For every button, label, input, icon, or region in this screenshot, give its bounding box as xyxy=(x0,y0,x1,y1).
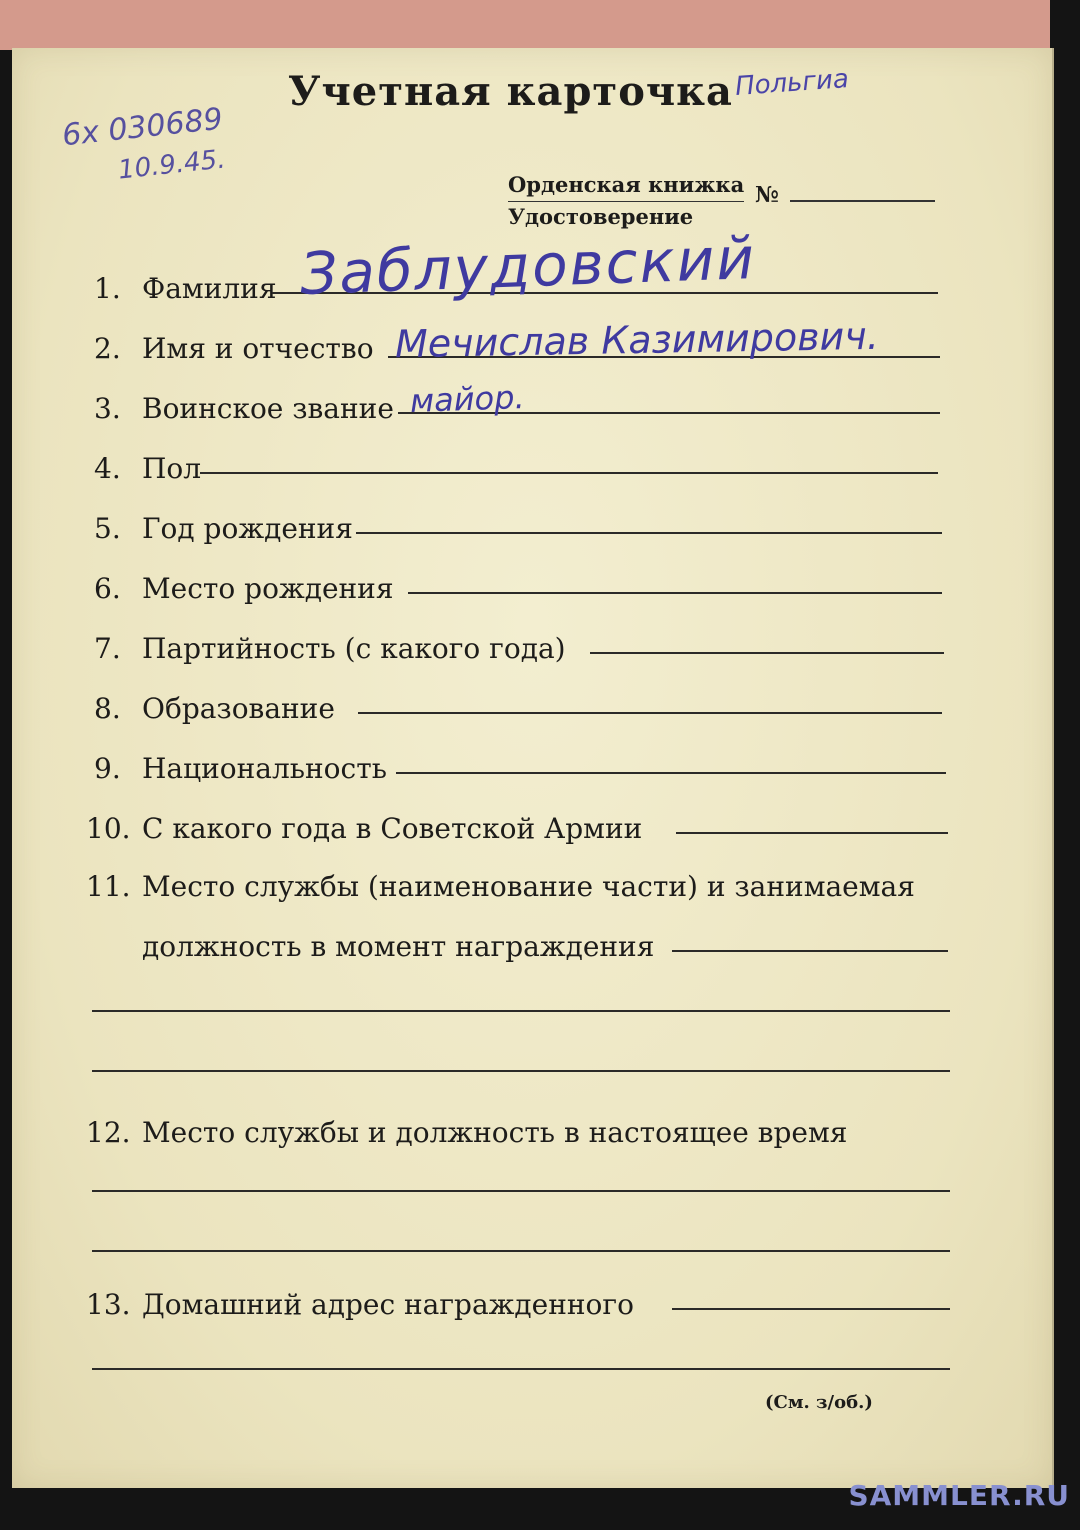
fill-line xyxy=(408,592,942,594)
field-row-party xyxy=(94,632,566,668)
field-row-surname xyxy=(94,272,277,308)
field-label: Место рождения xyxy=(142,572,394,605)
fill-line xyxy=(672,950,948,952)
handwritten-surname: Заблудовский xyxy=(298,224,758,308)
certificate-label: Удостоверение xyxy=(508,204,694,229)
order-book-label: Орденская книжка xyxy=(508,170,744,202)
field-row-nationality xyxy=(94,752,387,788)
field-label: Образование xyxy=(142,692,335,725)
fill-line xyxy=(356,532,942,534)
handwritten-title-note: Польгиа xyxy=(734,64,850,102)
field-label: должность в момент награждения xyxy=(142,930,655,963)
field-number: 4. xyxy=(94,452,121,485)
field-row-home-address xyxy=(86,1288,634,1324)
fill-line xyxy=(200,472,938,474)
field-number: 10. xyxy=(86,812,131,845)
fill-line xyxy=(676,832,948,834)
field-label: Место службы и должность в настоящее время xyxy=(142,1116,848,1149)
fill-line xyxy=(92,1070,950,1072)
field-number: 9. xyxy=(94,752,121,785)
fill-line xyxy=(92,1190,950,1192)
field-row-service-position xyxy=(142,930,654,966)
fill-line xyxy=(92,1250,950,1252)
field-row-service-place xyxy=(86,870,915,906)
field-row-name xyxy=(94,332,374,368)
field-number: 5. xyxy=(94,512,121,545)
top-color-strip xyxy=(0,0,1050,50)
field-label: Партийность (с какого года) xyxy=(142,632,566,665)
number-line xyxy=(790,200,935,202)
number-sign: № xyxy=(755,182,779,208)
card-title: Учетная карточка xyxy=(288,68,733,115)
handwritten-reference-number: 6х 030689 xyxy=(60,101,225,154)
field-row-army-year xyxy=(86,812,642,848)
fill-line xyxy=(396,772,946,774)
field-row-current-service xyxy=(86,1116,847,1152)
field-label: Имя и отчество xyxy=(142,332,374,365)
field-row-sex xyxy=(94,452,201,488)
handwritten-date: 10.9.45. xyxy=(116,144,227,186)
field-label: Домашний адрес награжденного xyxy=(142,1288,634,1321)
document-type-labels xyxy=(508,170,744,232)
field-number: 8. xyxy=(94,692,121,725)
field-label: С какого года в Советской Армии xyxy=(142,812,643,845)
fill-line xyxy=(92,1010,950,1012)
field-row-birth-year xyxy=(94,512,353,548)
field-label: Пол xyxy=(142,452,202,485)
field-label: Место службы (наименование части) и занимаемая xyxy=(142,870,915,903)
field-row-rank xyxy=(94,392,394,428)
fill-line xyxy=(92,1368,950,1370)
field-number: 2. xyxy=(94,332,121,365)
field-label: Воинское звание xyxy=(142,392,394,425)
see-reverse-note: (См. з/об.) xyxy=(765,1392,873,1413)
field-number: 6. xyxy=(94,572,121,605)
field-number: 7. xyxy=(94,632,121,665)
field-number: 1. xyxy=(94,272,121,305)
field-row-birth-place xyxy=(94,572,394,608)
watermark: SAMMLER.RU xyxy=(848,1479,1070,1512)
field-label: Фамилия xyxy=(142,272,277,305)
field-number: 3. xyxy=(94,392,121,425)
fill-line xyxy=(358,712,942,714)
handwritten-rank: майор. xyxy=(409,378,526,420)
field-row-education xyxy=(94,692,335,728)
fill-line xyxy=(672,1308,950,1310)
fill-line xyxy=(590,652,944,654)
field-label: Национальность xyxy=(142,752,387,785)
field-number: 12. xyxy=(86,1116,131,1149)
field-label: Год рождения xyxy=(142,512,353,545)
field-number: 13. xyxy=(86,1288,131,1321)
handwritten-name: Мечислав Казимирович. xyxy=(394,313,880,367)
field-number: 11. xyxy=(86,870,131,903)
